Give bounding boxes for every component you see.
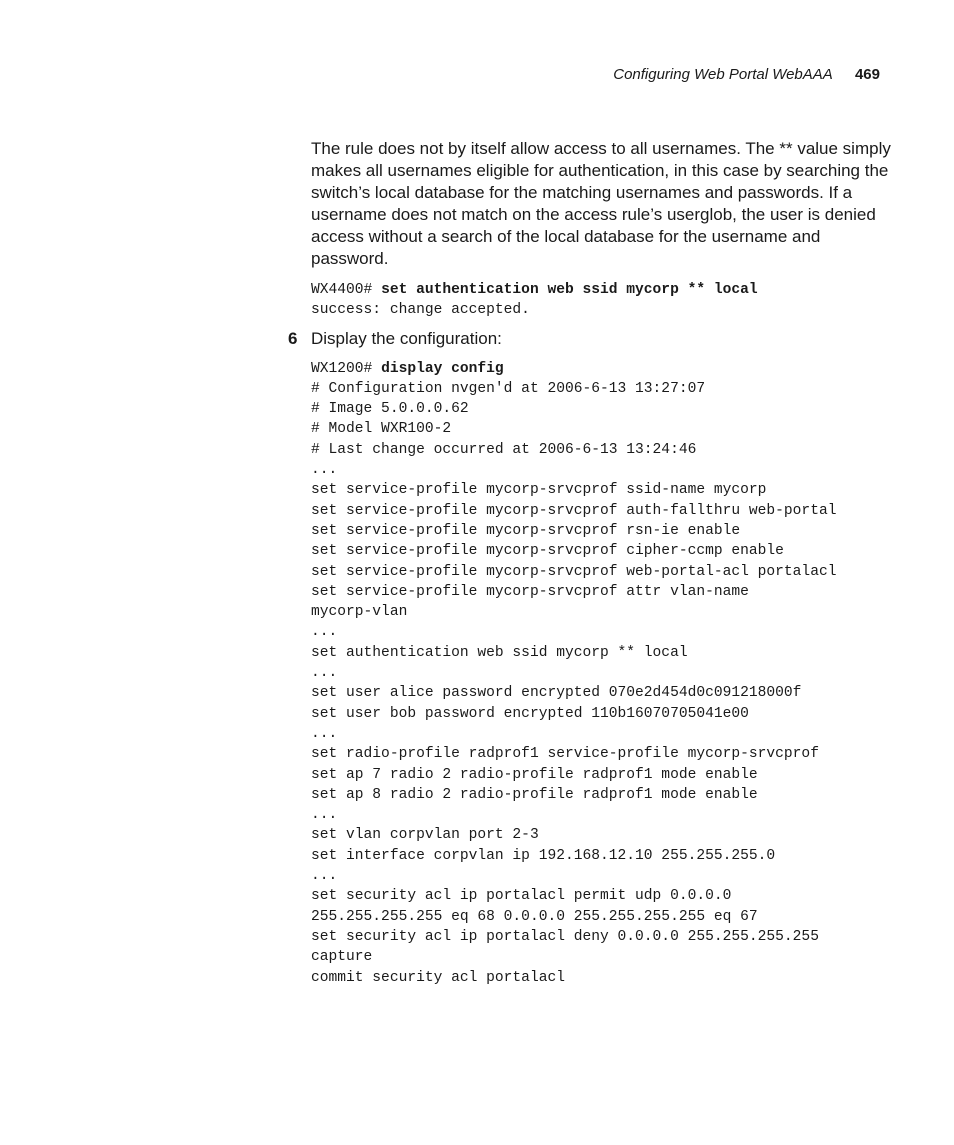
step-text: Display the configuration: <box>311 328 502 348</box>
step-6 <box>288 328 891 350</box>
cli-block-display-config <box>311 359 891 988</box>
page-header <box>613 66 880 83</box>
running-header-title: Configuring Web Portal WebAAA <box>613 66 833 83</box>
cli-prompt: WX1200# <box>311 360 382 377</box>
cli-command: display config <box>381 360 504 377</box>
page-content <box>288 138 891 988</box>
body-paragraph: The rule does not by itself allow access to all usernames. The ** value simply makes all usernames eligible for authentication, in this case by searching the switch’s local database for the matching usernames and passwords. If a username does not match on the access rule’s userglob, the user is denied access without a search of the local database for the username and password. <box>311 139 891 268</box>
cli-block-auth <box>311 280 891 321</box>
cli-output: # Configuration nvgen'd at 2006-6-13 13:27:07 # Image 5.0.0.0.62 # Model WXR100-2 # Last change occurred at 2006-6-13 13:24:46 ... set service-profile mycorp-srvcprof ssid-name mycorp set service-profile mycorp-srvcprof auth-fallthru web-portal set service-profile mycorp-srvcprof rsn-ie enable set service-profile mycorp-srvcprof cipher-ccmp enable set service-profile mycorp-srvcprof web-portal-acl portalacl set service-profile mycorp-srvcprof attr vlan-name mycorp-vlan ... set authentication web ssid mycorp ** local ... set user alice password encrypted 070e2d454d0c091218000f set user bob password encrypted 110b16070705041e00 ... set radio-profile radprof1 service-profile mycorp-srvcprof set ap 7 radio 2 radio-profile radprof1 mode enable set ap 8 radio 2 radio-profile radprof1 mode enable ... set vlan corpvlan port 2-3 set interface corpvlan ip 192.168.12.10 255.255.255.0 ... set security acl ip portalacl permit udp 0.0.0.0 255.255.255.255 eq 68 0.0.0.0 255.255.255.255 eq 67 set security acl ip portalacl deny 0.0.0.0 255.255.255.255 capture commit security acl portalacl <box>311 380 837 986</box>
cli-command: set authentication web ssid mycorp ** local <box>381 282 758 298</box>
cli-output: success: change accepted. <box>311 302 530 319</box>
page-number: 469 <box>854 66 880 83</box>
step-number: 6 <box>288 328 298 348</box>
cli-prompt: WX4400# <box>311 282 382 298</box>
